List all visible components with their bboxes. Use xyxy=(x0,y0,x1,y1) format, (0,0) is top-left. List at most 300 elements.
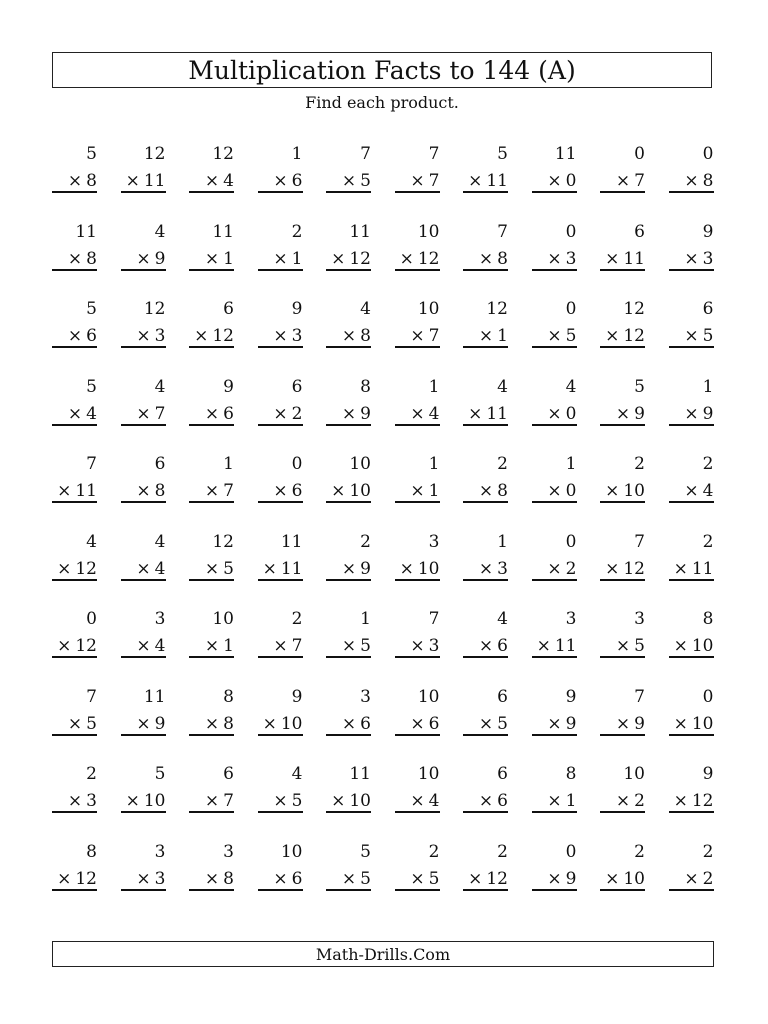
multiplier-row xyxy=(205,249,234,269)
multiplicand: 12 xyxy=(212,531,234,552)
multiplier: 4 xyxy=(428,791,440,811)
problem-cell xyxy=(600,605,645,665)
answer-line xyxy=(600,889,645,891)
answer-line xyxy=(395,579,440,581)
times-symbol: × xyxy=(125,791,140,811)
answer-line xyxy=(532,889,577,891)
multiplicand: 0 xyxy=(86,609,97,629)
answer-line xyxy=(669,889,714,891)
multiplicand: 12 xyxy=(143,299,166,319)
multiplier-row xyxy=(273,404,302,424)
times-symbol: × xyxy=(605,868,620,889)
problem-cell xyxy=(532,450,577,510)
problem-cell xyxy=(532,683,577,743)
multiplier-row xyxy=(605,559,645,579)
multiplicand: 4 xyxy=(154,531,166,552)
multiplicand: 9 xyxy=(223,376,234,397)
multiplicand: 0 xyxy=(565,221,577,242)
multiplier-row xyxy=(331,481,371,501)
multiplier-row xyxy=(479,249,508,269)
answer-line xyxy=(52,734,97,736)
multiplicand: 10 xyxy=(212,609,234,629)
times-symbol: × xyxy=(57,868,72,889)
problem-cell xyxy=(395,838,440,898)
multiplier-row xyxy=(205,869,234,889)
multiplicand: 5 xyxy=(86,299,97,319)
answer-line xyxy=(189,269,234,271)
multiplier-row xyxy=(616,636,645,656)
answer-line xyxy=(121,191,166,193)
answer-line xyxy=(258,269,303,271)
times-symbol: × xyxy=(57,558,72,579)
answer-line xyxy=(258,811,303,813)
multiplier: 12 xyxy=(75,558,97,579)
times-symbol: × xyxy=(136,713,151,734)
answer-line xyxy=(52,656,97,658)
multiplier: 12 xyxy=(623,326,645,346)
multiplier-row xyxy=(273,171,302,191)
problem-cell xyxy=(258,450,303,510)
times-symbol: × xyxy=(547,248,562,269)
multiplicand: 2 xyxy=(702,841,714,862)
multiplier: 8 xyxy=(86,171,97,191)
multiplier: 5 xyxy=(565,326,577,346)
multiplier: 10 xyxy=(623,481,645,501)
problem-cell xyxy=(326,450,371,510)
multiplier: 4 xyxy=(428,403,440,424)
multiplier: 11 xyxy=(486,171,508,191)
worksheet-instructions: Find each product. xyxy=(305,93,459,112)
times-symbol: × xyxy=(67,171,83,191)
multiplier: 12 xyxy=(75,868,97,889)
multiplier-row xyxy=(205,171,234,191)
times-symbol: × xyxy=(273,868,288,889)
multiplier-row xyxy=(342,636,371,656)
multiplier: 6 xyxy=(291,868,303,889)
multiplier: 1 xyxy=(497,326,508,346)
problem-cell xyxy=(600,528,645,588)
multiplier: 6 xyxy=(223,403,234,424)
problem-cell xyxy=(600,450,645,510)
times-symbol: × xyxy=(194,326,209,346)
multiplier: 0 xyxy=(565,171,577,191)
multiplicand: 7 xyxy=(634,531,645,552)
answer-line xyxy=(600,579,645,581)
problem-cell xyxy=(326,683,371,743)
answer-line xyxy=(326,656,371,658)
times-symbol: × xyxy=(410,636,425,656)
problem-cell xyxy=(669,605,714,665)
problem-cell xyxy=(463,295,508,355)
multiplier: 6 xyxy=(86,326,97,346)
times-symbol: × xyxy=(273,481,288,501)
multiplicand: 2 xyxy=(291,609,303,629)
multiplier-row xyxy=(57,869,97,889)
multiplier: 5 xyxy=(291,791,303,811)
multiplicand: 9 xyxy=(702,764,714,784)
multiplier: 10 xyxy=(417,558,440,579)
multiplier: 12 xyxy=(417,248,440,269)
multiplicand: 11 xyxy=(280,531,303,552)
problem-cell xyxy=(463,528,508,588)
answer-line xyxy=(326,889,371,891)
times-symbol: × xyxy=(331,791,346,811)
multiplier: 6 xyxy=(291,481,303,501)
times-symbol: × xyxy=(410,481,425,501)
multiplier-row xyxy=(205,404,234,424)
multiplier-row xyxy=(684,481,713,501)
multiplicand: 10 xyxy=(417,764,440,784)
problem-cell xyxy=(121,450,166,510)
multiplier-row xyxy=(547,791,576,811)
multiplier: 3 xyxy=(86,791,97,811)
problem-cell xyxy=(258,838,303,898)
answer-line xyxy=(669,424,714,426)
problem-cell xyxy=(395,605,440,665)
answer-line xyxy=(189,579,234,581)
multiplier-row xyxy=(273,869,302,889)
multiplier: 10 xyxy=(280,713,303,734)
times-symbol: × xyxy=(547,791,562,811)
multiplier: 6 xyxy=(497,636,508,656)
multiplier-row xyxy=(616,714,645,734)
multiplicand: 4 xyxy=(154,221,166,242)
multiplicand: 10 xyxy=(280,841,303,862)
problem-grid xyxy=(52,140,714,900)
multiplier-row xyxy=(57,481,97,501)
answer-line xyxy=(532,269,577,271)
times-symbol: × xyxy=(136,248,151,269)
times-symbol: × xyxy=(273,326,288,346)
multiplicand: 2 xyxy=(497,841,508,862)
multiplier-row xyxy=(479,326,508,346)
multiplier-row xyxy=(616,404,645,424)
times-symbol: × xyxy=(399,558,414,579)
multiplier: 1 xyxy=(565,791,577,811)
times-symbol: × xyxy=(341,868,357,889)
times-symbol: × xyxy=(262,558,277,579)
multiplier: 7 xyxy=(428,326,440,346)
problem-cell xyxy=(258,373,303,433)
multiplicand: 7 xyxy=(86,454,97,474)
worksheet-title-text: Multiplication Facts to 144 (A) xyxy=(188,55,576,85)
multiplicand: 9 xyxy=(291,299,303,319)
multiplier: 9 xyxy=(360,403,371,424)
problem-cell xyxy=(395,450,440,510)
multiplicand: 1 xyxy=(428,376,440,397)
multiplier-row xyxy=(57,636,97,656)
multiplier-row xyxy=(410,636,439,656)
answer-line xyxy=(600,501,645,503)
problem-cell xyxy=(395,218,440,278)
times-symbol: × xyxy=(204,558,220,579)
times-symbol: × xyxy=(410,868,425,889)
problem-cell xyxy=(189,218,234,278)
answer-line xyxy=(52,501,97,503)
footer xyxy=(52,941,714,967)
times-symbol: × xyxy=(684,868,699,889)
times-symbol: × xyxy=(204,481,220,501)
answer-line xyxy=(52,579,97,581)
multiplier: 12 xyxy=(212,326,234,346)
times-symbol: × xyxy=(273,403,288,424)
multiplicand: 2 xyxy=(291,221,303,242)
answer-line xyxy=(121,579,166,581)
multiplicand: 0 xyxy=(565,531,577,552)
multiplier-row xyxy=(136,869,165,889)
multiplicand: 2 xyxy=(360,531,371,552)
problem-cell xyxy=(258,218,303,278)
answer-line xyxy=(258,579,303,581)
multiplicand: 8 xyxy=(360,376,371,397)
multiplier: 3 xyxy=(428,636,440,656)
answer-line xyxy=(669,346,714,348)
problem-cell xyxy=(463,760,508,820)
multiplier-row xyxy=(205,791,234,811)
multiplier-row xyxy=(273,636,302,656)
times-symbol: × xyxy=(204,171,220,191)
times-symbol: × xyxy=(341,403,357,424)
multiplier-row xyxy=(674,636,714,656)
multiplier: 11 xyxy=(554,636,577,656)
multiplier: 1 xyxy=(291,248,303,269)
multiplicand: 10 xyxy=(349,454,371,474)
multiplicand: 12 xyxy=(212,144,234,164)
multiplier: 4 xyxy=(154,558,166,579)
multiplier-row xyxy=(68,326,97,346)
answer-line xyxy=(395,889,440,891)
multiplicand: 2 xyxy=(86,764,97,784)
answer-line xyxy=(326,501,371,503)
times-symbol: × xyxy=(478,326,494,346)
problem-cell xyxy=(189,140,234,200)
multiplier-row xyxy=(684,869,713,889)
worksheet-title xyxy=(52,52,712,88)
times-symbol: × xyxy=(67,791,83,811)
problem-cell xyxy=(669,295,714,355)
times-symbol: × xyxy=(136,481,151,501)
multiplier: 1 xyxy=(223,636,234,656)
multiplier-row xyxy=(479,559,508,579)
multiplicand: 5 xyxy=(360,841,371,862)
multiplicand: 6 xyxy=(154,454,166,474)
multiplier-row xyxy=(331,791,371,811)
times-symbol: × xyxy=(547,868,562,889)
problem-cell xyxy=(326,838,371,898)
multiplicand: 11 xyxy=(554,144,577,164)
times-symbol: × xyxy=(204,403,220,424)
answer-line xyxy=(395,424,440,426)
multiplier-row xyxy=(400,559,440,579)
multiplier: 10 xyxy=(623,868,645,889)
problem-cell xyxy=(189,528,234,588)
answer-line xyxy=(669,191,714,193)
multiplicand: 12 xyxy=(486,299,508,319)
multiplicand: 9 xyxy=(702,221,714,242)
multiplicand: 6 xyxy=(497,686,508,707)
multiplicand: 4 xyxy=(497,376,508,397)
times-symbol: × xyxy=(673,791,688,811)
times-symbol: × xyxy=(273,248,288,269)
problem-cell xyxy=(395,683,440,743)
multiplier-row xyxy=(273,791,302,811)
problem-cell xyxy=(121,760,166,820)
multiplicand: 3 xyxy=(154,609,166,629)
multiplier-row xyxy=(547,404,576,424)
answer-line xyxy=(463,269,508,271)
multiplicand: 10 xyxy=(623,764,645,784)
multiplier-row xyxy=(605,481,645,501)
multiplier: 8 xyxy=(154,481,166,501)
multiplier-row xyxy=(547,249,576,269)
answer-line xyxy=(121,269,166,271)
multiplicand: 5 xyxy=(86,376,97,397)
multiplier-row xyxy=(273,481,302,501)
multiplier-row xyxy=(674,559,714,579)
multiplier-row xyxy=(68,404,97,424)
problem-cell xyxy=(532,838,577,898)
problem-cell xyxy=(463,683,508,743)
answer-line xyxy=(52,811,97,813)
answer-line xyxy=(52,889,97,891)
multiplier-row xyxy=(136,326,165,346)
multiplicand: 7 xyxy=(497,221,508,242)
multiplier: 10 xyxy=(691,636,714,656)
multiplier-row xyxy=(126,791,166,811)
answer-line xyxy=(532,579,577,581)
multiplier: 2 xyxy=(565,558,577,579)
problem-cell xyxy=(532,528,577,588)
problem-cell xyxy=(52,373,97,433)
multiplier-row xyxy=(468,404,508,424)
multiplier: 0 xyxy=(565,481,577,501)
answer-line xyxy=(532,346,577,348)
times-symbol: × xyxy=(547,403,562,424)
problem-cell xyxy=(669,140,714,200)
problem-cell xyxy=(52,760,97,820)
answer-line xyxy=(600,346,645,348)
times-symbol: × xyxy=(478,713,494,734)
answer-line xyxy=(669,269,714,271)
multiplier-row xyxy=(194,326,234,346)
multiplier-row xyxy=(616,171,645,191)
multiplier: 12 xyxy=(75,636,97,656)
multiplier: 7 xyxy=(428,171,440,191)
multiplier-row xyxy=(684,404,713,424)
multiplier: 5 xyxy=(634,636,645,656)
multiplicand: 9 xyxy=(291,686,303,707)
problem-cell xyxy=(669,683,714,743)
multiplier: 6 xyxy=(360,713,371,734)
multiplicand: 5 xyxy=(634,376,645,397)
multiplier: 5 xyxy=(223,558,234,579)
times-symbol: × xyxy=(125,171,140,191)
problem-cell xyxy=(189,838,234,898)
multiplicand: 2 xyxy=(702,531,714,552)
problem-cell xyxy=(326,295,371,355)
multiplier-row xyxy=(410,404,439,424)
times-symbol: × xyxy=(273,636,288,656)
multiplicand: 9 xyxy=(565,686,577,707)
problem-cell xyxy=(532,373,577,433)
times-symbol: × xyxy=(605,248,620,269)
multiplier-row xyxy=(547,714,576,734)
times-symbol: × xyxy=(273,791,288,811)
multiplier-row xyxy=(57,559,97,579)
times-symbol: × xyxy=(468,868,483,889)
multiplier: 7 xyxy=(154,403,166,424)
answer-line xyxy=(52,346,97,348)
problem-cell xyxy=(52,450,97,510)
multiplier-row xyxy=(400,249,440,269)
multiplier: 11 xyxy=(623,248,645,269)
times-symbol: × xyxy=(136,558,151,579)
multiplicand: 2 xyxy=(497,454,508,474)
times-symbol: × xyxy=(478,791,494,811)
multiplier: 8 xyxy=(497,248,508,269)
answer-line xyxy=(326,269,371,271)
multiplier-row xyxy=(605,326,645,346)
problem-cell xyxy=(395,140,440,200)
answer-line xyxy=(189,656,234,658)
multiplier: 8 xyxy=(360,326,371,346)
problem-cell xyxy=(52,295,97,355)
problem-cell xyxy=(189,683,234,743)
times-symbol: × xyxy=(605,558,620,579)
times-symbol: × xyxy=(341,713,357,734)
multiplicand: 3 xyxy=(565,609,577,629)
multiplicand: 3 xyxy=(223,841,234,862)
multiplier: 10 xyxy=(349,481,371,501)
answer-line xyxy=(258,501,303,503)
times-symbol: × xyxy=(547,481,562,501)
problem-cell xyxy=(121,605,166,665)
answer-line xyxy=(121,889,166,891)
multiplicand: 6 xyxy=(702,299,714,319)
problem-cell xyxy=(258,605,303,665)
problem-cell xyxy=(669,760,714,820)
times-symbol: × xyxy=(136,403,151,424)
problem-cell xyxy=(600,373,645,433)
multiplicand: 2 xyxy=(702,454,714,474)
multiplier-row xyxy=(547,171,576,191)
problem-cell xyxy=(326,140,371,200)
answer-line xyxy=(258,191,303,193)
multiplier: 9 xyxy=(702,403,714,424)
problem-cell xyxy=(463,373,508,433)
multiplier-row xyxy=(136,249,165,269)
multiplicand: 8 xyxy=(223,686,234,707)
problem-cell xyxy=(121,528,166,588)
times-symbol: × xyxy=(547,713,562,734)
multiplier: 9 xyxy=(634,403,645,424)
multiplier-row xyxy=(68,171,97,191)
problem-cell xyxy=(121,295,166,355)
multiplier-row xyxy=(342,171,371,191)
multiplicand: 3 xyxy=(634,609,645,629)
times-symbol: × xyxy=(57,481,72,501)
answer-line xyxy=(395,811,440,813)
times-symbol: × xyxy=(605,326,620,346)
answer-line xyxy=(463,889,508,891)
multiplicand: 8 xyxy=(702,609,714,629)
multiplier-row xyxy=(547,559,576,579)
times-symbol: × xyxy=(410,403,425,424)
multiplier: 12 xyxy=(623,558,645,579)
times-symbol: × xyxy=(204,713,220,734)
times-symbol: × xyxy=(262,713,277,734)
problem-cell xyxy=(326,218,371,278)
